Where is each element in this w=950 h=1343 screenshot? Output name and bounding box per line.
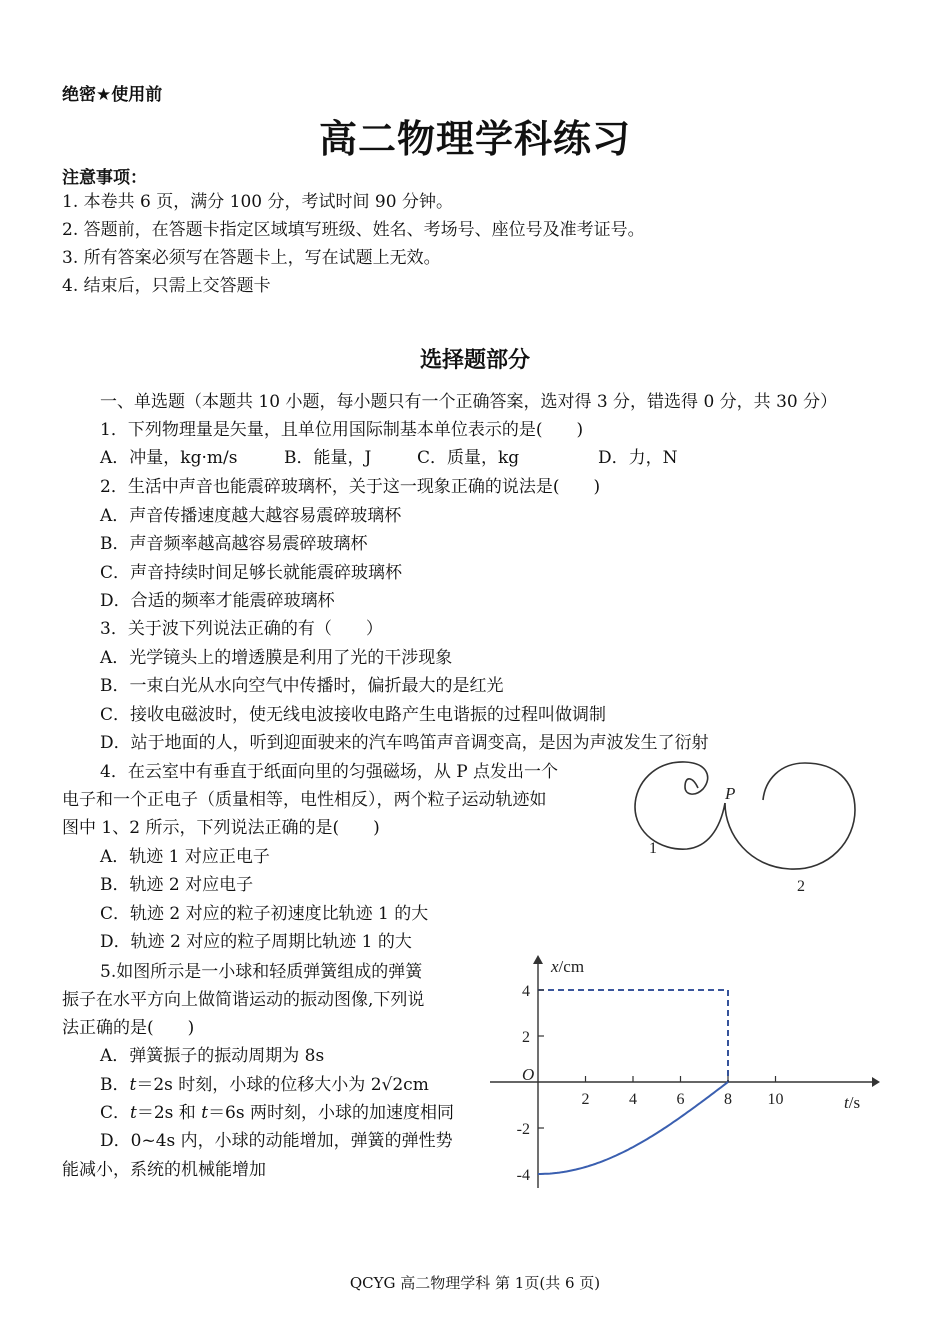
origin-label: O: [522, 1065, 535, 1084]
q5-option-d-line1: D．0~4s 内，小球的动能增加，弹簧的弹性势: [100, 1131, 453, 1151]
note-3: 3. 所有答案必须写在答题卡上，写在试题上无效。: [62, 248, 441, 268]
q2-option-d: D．合适的频率才能震碎玻璃杯: [100, 591, 335, 611]
q4-option-c: C．轨迹 2 对应的粒子初速度比轨迹 1 的大: [100, 904, 429, 924]
q2-stem: 2．生活中声音也能震碎玻璃杯，关于这一现象正确的说法是( ): [100, 477, 601, 497]
y-axis-arrow: [533, 955, 543, 964]
q5-option-a: A．弹簧振子的振动周期为 8s: [100, 1046, 325, 1066]
q4-stem-line3: 图中 1、2 所示，下列说法正确的是( ): [62, 818, 380, 838]
notes-heading: 注意事项：: [62, 168, 147, 188]
q1-option-d: D．力，N: [598, 448, 678, 468]
q1-stem: 1．下列物理量是矢量，且单位用国际制基本单位表示的是( ): [100, 420, 584, 440]
q1-option-b: B．能量，J: [284, 448, 372, 468]
q2-option-c: C．声音持续时间足够长就能震碎玻璃杯: [100, 563, 403, 583]
part1-heading: 一、单选题（本题共 10 小题，每小题只有一个正确答案，选对得 3 分，错选得 0 分，共 30 分）: [100, 392, 838, 412]
y-tick-label: 2: [522, 1029, 530, 1046]
note-2: 2. 答题前，在答题卡指定区域填写班级、姓名、考场号、座位号及准考证号。: [62, 220, 645, 240]
q5-option-d-line2: 能减小，系统的机械能增加: [62, 1160, 266, 1180]
q5-stem-line1: 5.如图所示是一小球和轻质弹簧组成的弹簧: [100, 962, 423, 982]
confidential-mark: 绝密★使用前: [62, 85, 163, 105]
q3-option-d: D．站于地面的人，听到迎面驶来的汽车鸣笛声音调变高，是因为声波发生了衍射: [100, 733, 709, 753]
q4-option-b: B．轨迹 2 对应电子: [100, 875, 254, 895]
oscillation-chart: [480, 950, 880, 1200]
x-tick-label: 8: [724, 1091, 732, 1108]
page-title: 高二物理学科练习: [318, 117, 631, 161]
q4-option-a: A．轨迹 1 对应正电子: [100, 847, 270, 867]
trajectory-1: [635, 762, 725, 849]
trajectory-figure: [625, 755, 865, 900]
q3-option-b: B．一束白光从水向空气中传播时，偏折最大的是红光: [100, 676, 504, 696]
q5-stem-line3: 法正确的是( ): [62, 1018, 195, 1038]
q4-option-d: D．轨迹 2 对应的粒子周期比轨迹 1 的大: [100, 932, 412, 952]
q2-option-a: A．声音传播速度越大越容易震碎玻璃杯: [100, 506, 402, 526]
page-footer: QCYG 高二物理学科 第 1页(共 6 页): [349, 1274, 601, 1292]
q4-stem-line1: 4．在云室中有垂直于纸面向里的匀强磁场，从 P 点发出一个: [100, 762, 559, 782]
trajectory-2: [725, 763, 855, 869]
section-title: 选择题部分: [419, 348, 530, 373]
point-p-label: P: [725, 784, 736, 803]
y-axis-label: x/cm: [551, 957, 585, 976]
q1-option-a: A．冲量，kg·m/s: [100, 448, 238, 468]
x-tick-label: 4: [629, 1091, 637, 1108]
x-axis-label: t/s: [844, 1093, 861, 1112]
q3-option-a: A．光学镜头上的增透膜是利用了光的干涉现象: [100, 648, 453, 668]
q5-option-c: C．t＝2s 和 t＝6s 两时刻，小球的加速度相同: [100, 1103, 455, 1123]
note-1: 1. 本卷共 6 页，满分 100 分，考试时间 90 分钟。: [62, 192, 453, 212]
q1-option-c: C．质量，kg: [417, 448, 520, 468]
x-tick-label: 10: [767, 1091, 784, 1108]
q3-option-c: C．接收电磁波时，使无线电波接收电路产生电谐振的过程叫做调制: [100, 705, 607, 725]
q2-option-b: B．声音频率越高越容易震碎玻璃杯: [100, 534, 368, 554]
x-axis-arrow: [872, 1077, 880, 1087]
y-tick-label: -2: [516, 1121, 530, 1138]
x-tick-label: 2: [581, 1091, 590, 1108]
x-tick-label: 6: [676, 1091, 685, 1108]
y-tick-label: 4: [522, 983, 530, 1000]
note-4: 4. 结束后，只需上交答题卡: [62, 276, 271, 296]
q5-option-b: B．t＝2s 时刻，小球的位移大小为 2√2cm: [100, 1075, 429, 1095]
q5-stem-line2: 振子在水平方向上做简谐运动的振动图像,下列说: [62, 990, 425, 1010]
trajectory-1-label: 1: [649, 840, 657, 857]
q4-stem-line2: 电子和一个正电子（质量相等，电性相反），两个粒子运动轨迹如: [62, 790, 547, 810]
y-tick-label: -4: [516, 1167, 530, 1184]
trajectory-2-label: 2: [797, 878, 805, 895]
q3-stem: 3．关于波下列说法正确的有（ ）: [100, 619, 383, 639]
